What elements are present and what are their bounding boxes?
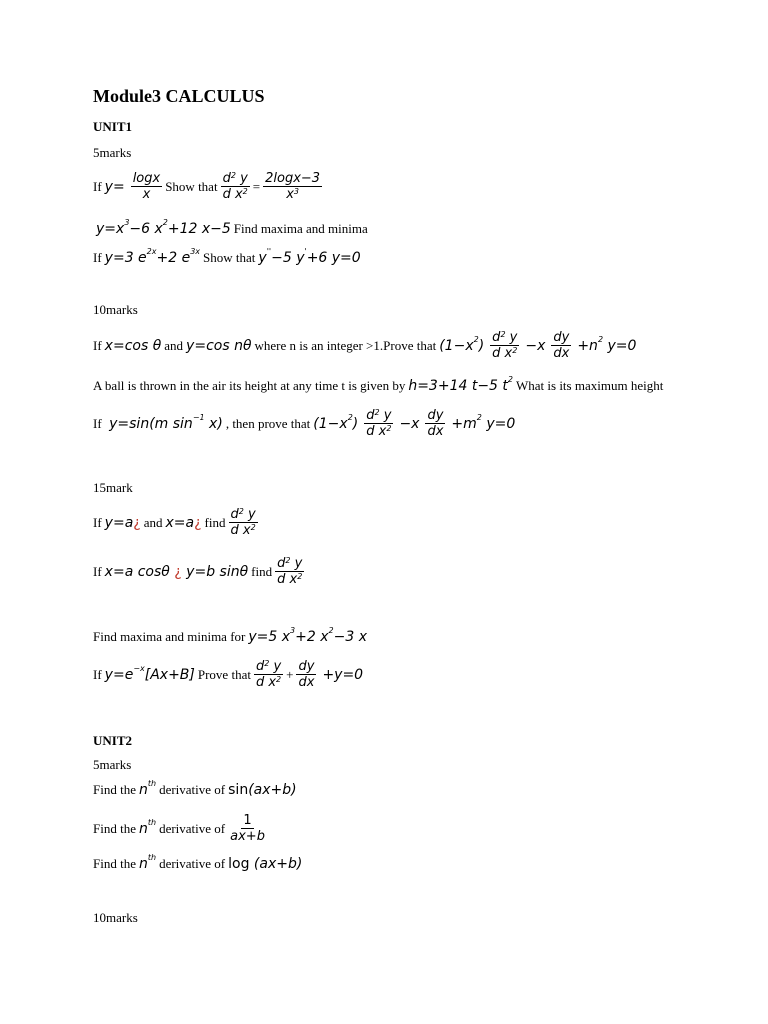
question-4: If x=cos θ and y=cos nθ where n is an integer >1.Prove that $(1-x^2)$ $\frac{d^2 y}{d x^2}$ −x $\frac{dy}{dx}$ $+n^2$ y=0 — [93, 330, 637, 361]
marks-10-label-unit2: 10marks — [93, 910, 138, 925]
fraction: $\frac{1}{ax+b}$ — [230, 813, 265, 844]
question-12: Find the $n^{th}$ derivative of $\frac{1}{ax+b}$ — [93, 813, 265, 844]
fraction: $\frac{dy}{dx}$ — [553, 330, 570, 361]
question-1: If y= $\frac{\log x}{x}$ Show that $\frac{d^2 y}{d x^2}$ = $\frac{2\log x-3}{x^3}$ — [93, 171, 321, 202]
marks-15-label: 15mark — [93, 480, 133, 495]
fraction: $\frac{dy}{dx}$ — [427, 408, 444, 439]
question-7: If y=a¿ and x=a¿ find $\frac{d^2 y}{d x^2}$ — [93, 507, 256, 538]
question-10: If $y=e^{-x}[Ax+B]$ Prove that $\frac{d^2 y}{d x^2}$ + $\frac{dy}{dx}$ +y=0 — [93, 659, 364, 690]
question-5: A ball is thrown in the air its height at any time t is given by h=3+14 t−5 $t^2$ What is its maximum height — [93, 375, 664, 394]
question-9: Find maxima and minima for y=5 $x^3+2$ $x^2-3$ x — [93, 626, 367, 645]
question-6: If y=sin(m $\sin^{-1} x$) , then prove that $(1-x^2)$ $\frac{d^2 y}{d x^2}$ −x $\frac{dy}{dx}$ $+m^2$ y=0 — [93, 408, 516, 439]
question-11: Find the $n^{th}$ derivative of sin(ax+b) — [93, 779, 297, 798]
question-3: If y=3 $e^{2x}+2$ $e^{3x}$ Show that y''−5 y'+6 y=0 — [93, 247, 361, 266]
fraction: $\frac{d^2 y}{d x^2}$ — [277, 556, 303, 587]
marks-5-label-unit2: 5marks — [93, 757, 132, 772]
unit2-heading: UNIT2 — [93, 733, 133, 748]
question-8: If x=a cosθ ¿ y=b sinθ find $\frac{d^2 y}{d x^2}$ — [93, 556, 303, 587]
unit1-heading: UNIT1 — [93, 119, 133, 134]
fraction: $\frac{2\log x-3}{x^3}$ — [265, 171, 321, 202]
fraction: $\frac{d^2 y}{d x^2}$ — [492, 330, 518, 361]
fraction: $\frac{d^2 y}{d x^2}$ — [222, 171, 248, 202]
marks-10-label: 10marks — [93, 302, 138, 317]
fraction: $\frac{d^2 y}{d x^2}$ — [255, 659, 282, 690]
page-title: Module3 CALCULUS — [93, 86, 265, 106]
marks-5-label: 5marks — [93, 145, 132, 160]
question-13: Find the $n^{th}$ derivative of log (ax+b) — [93, 853, 303, 872]
fraction: $\frac{dy}{dx}$ — [298, 659, 315, 690]
fraction: $\frac{d^2 y}{d x^2}$ — [230, 507, 256, 538]
fraction: $\frac{d^2 y}{d x^2}$ — [366, 408, 392, 439]
question-2: $y=x^3-6$ $x^2+12$ x−5 Find maxima and minima — [96, 218, 368, 237]
fraction: $\frac{\log x}{x}$ — [132, 171, 161, 202]
